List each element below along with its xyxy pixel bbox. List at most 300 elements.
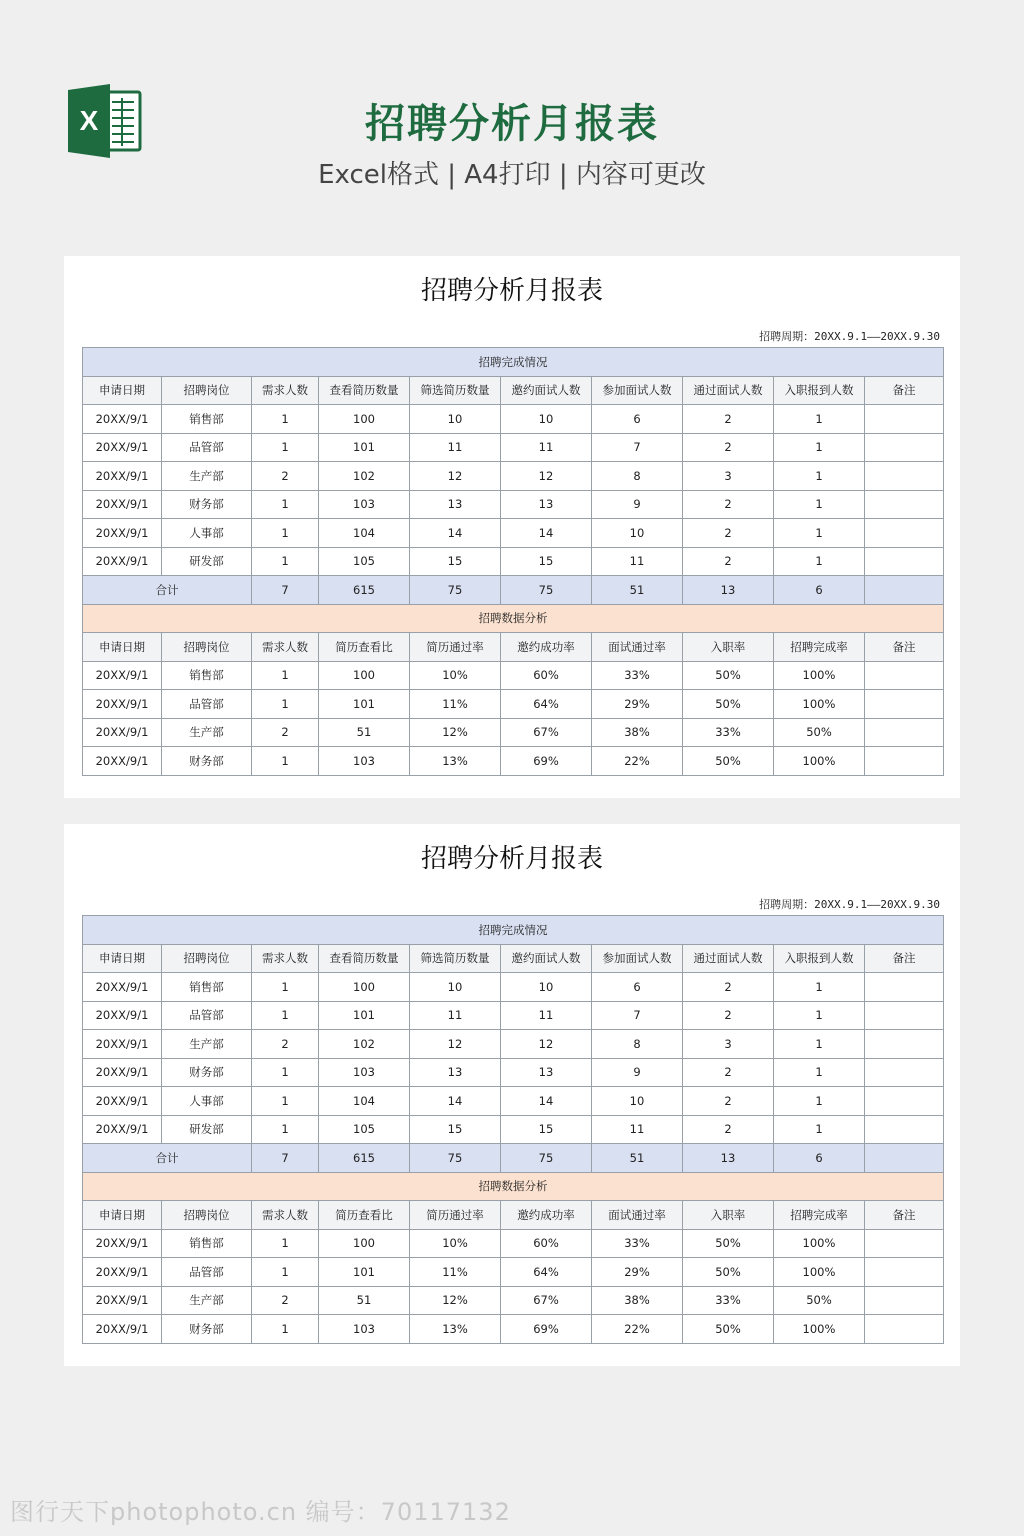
section-title-row [83,1172,944,1201]
table-cell: 1 [252,1058,319,1087]
total-cell: 75 [410,1144,501,1173]
column-header: 面试通过率 [592,633,683,662]
table-cell: 2 [683,1001,774,1030]
table-cell: 104 [319,519,410,548]
table-row [83,1001,944,1030]
column-header: 备注 [865,944,944,973]
column-header: 参加面试人数 [592,376,683,405]
column-header: 筛选简历数量 [410,944,501,973]
table-cell [865,1087,944,1116]
table-cell: 2 [683,1058,774,1087]
table-cell [865,1229,944,1258]
table-cell: 11 [410,433,501,462]
table-cell: 105 [319,1115,410,1144]
table-cell: 22% [592,747,683,776]
table-cell: 9 [592,490,683,519]
recruitment-table [82,347,944,776]
table-cell: 12% [410,1286,501,1315]
table-row [83,405,944,434]
column-header: 备注 [865,376,944,405]
table-cell: 33% [592,1229,683,1258]
table-cell: 品管部 [162,1001,252,1030]
table-cell: 1 [252,690,319,719]
column-header: 参加面试人数 [592,944,683,973]
table-cell: 14 [501,1087,592,1116]
table-cell: 1 [252,433,319,462]
column-header: 需求人数 [252,944,319,973]
table-cell: 104 [319,1087,410,1116]
total-row [83,1144,944,1173]
table-cell: 20XX/9/1 [83,1030,162,1059]
table-cell: 10 [501,973,592,1002]
section-title-row [83,348,944,377]
column-header: 备注 [865,633,944,662]
table-cell: 11 [501,433,592,462]
recruitment-period: 招聘周期：20XX.9.1——20XX.9.30 [759,898,940,911]
sheet-preview-1 [64,256,960,798]
table-cell: 品管部 [162,690,252,719]
table-cell: 69% [501,747,592,776]
table-cell: 2 [683,519,774,548]
table-cell [865,1058,944,1087]
column-header: 简历通过率 [410,1201,501,1230]
table-cell: 67% [501,718,592,747]
table-cell: 101 [319,1258,410,1287]
column-header: 招聘岗位 [162,633,252,662]
table-cell [865,433,944,462]
section-title-row [83,916,944,945]
table-cell: 10 [410,405,501,434]
table-cell: 20XX/9/1 [83,490,162,519]
table-row [83,690,944,719]
table-cell: 1 [774,433,865,462]
table-cell: 12 [501,1030,592,1059]
total-cell: 75 [410,576,501,605]
table-cell: 15 [410,1115,501,1144]
table-cell: 2 [683,547,774,576]
table-cell: 12 [410,1030,501,1059]
column-header: 简历查看比 [319,1201,410,1230]
table-cell: 人事部 [162,1087,252,1116]
table-cell: 6 [592,973,683,1002]
column-header: 查看简历数量 [319,944,410,973]
table-cell [865,1030,944,1059]
table-cell: 1 [774,1087,865,1116]
table-cell [865,1115,944,1144]
table-cell: 1 [774,547,865,576]
table-cell: 2 [683,433,774,462]
section-title-row [83,604,944,633]
table-cell: 100% [774,661,865,690]
table-cell: 11% [410,690,501,719]
table-cell: 20XX/9/1 [83,1001,162,1030]
table-cell: 14 [410,519,501,548]
banner-title: 招聘分析月报表 [365,101,659,147]
table-cell [865,718,944,747]
total-row [83,576,944,605]
table-cell: 2 [252,462,319,491]
table-cell: 品管部 [162,1258,252,1287]
table-cell: 2 [252,1030,319,1059]
total-cell: 615 [319,1144,410,1173]
column-header: 招聘完成率 [774,1201,865,1230]
table-cell: 6 [592,405,683,434]
column-header: 入职报到人数 [774,944,865,973]
table-cell: 51 [319,718,410,747]
table-cell: 2 [683,973,774,1002]
table-cell: 69% [501,1315,592,1344]
banner [0,0,1024,230]
table-cell: 13 [410,490,501,519]
table-cell: 60% [501,1229,592,1258]
table-cell: 3 [683,1030,774,1059]
table-cell: 1 [252,661,319,690]
table-cell: 20XX/9/1 [83,433,162,462]
table-cell: 20XX/9/1 [83,690,162,719]
column-header: 申请日期 [83,944,162,973]
table-cell: 50% [683,747,774,776]
table-cell: 财务部 [162,1315,252,1344]
table-cell: 103 [319,490,410,519]
table-cell: 9 [592,1058,683,1087]
column-header: 需求人数 [252,633,319,662]
table-cell: 生产部 [162,1286,252,1315]
table-cell: 10% [410,661,501,690]
column-header: 简历查看比 [319,633,410,662]
total-cell: 13 [683,1144,774,1173]
total-label: 合计 [83,1144,252,1173]
column-header: 入职报到人数 [774,376,865,405]
table-cell: 1 [252,490,319,519]
table-cell: 财务部 [162,490,252,519]
table-row [83,519,944,548]
table-cell: 10 [592,519,683,548]
table-cell [865,1315,944,1344]
table-cell: 销售部 [162,405,252,434]
table-cell: 64% [501,1258,592,1287]
table-cell: 64% [501,690,592,719]
table-cell: 14 [410,1087,501,1116]
table-cell: 11 [592,1115,683,1144]
table-cell: 101 [319,690,410,719]
table-row [83,1115,944,1144]
table-cell: 50% [774,718,865,747]
table-cell: 102 [319,1030,410,1059]
table-cell: 1 [252,405,319,434]
sheet-title: 招聘分析月报表 [420,276,603,306]
table-cell: 50% [774,1286,865,1315]
column-header: 招聘岗位 [162,944,252,973]
table-cell [865,973,944,1002]
header-row [83,944,944,973]
table-cell: 103 [319,747,410,776]
table-cell: 38% [592,1286,683,1315]
table-row [83,462,944,491]
column-header: 筛选简历数量 [410,376,501,405]
table-cell: 3 [683,462,774,491]
column-header: 通过面试人数 [683,944,774,973]
table-cell [865,405,944,434]
svg-text:X: X [79,105,99,136]
table-cell [865,462,944,491]
table-row [83,1258,944,1287]
table-cell: 50% [683,690,774,719]
table-row [83,1087,944,1116]
table-cell [865,1286,944,1315]
column-header: 申请日期 [83,1201,162,1230]
total-cell: 6 [774,1144,865,1173]
table-cell: 100% [774,747,865,776]
table-cell: 8 [592,462,683,491]
table-cell: 50% [683,1315,774,1344]
table-cell [865,1001,944,1030]
table-cell: 1 [252,1229,319,1258]
table-cell: 12 [410,462,501,491]
table-cell: 20XX/9/1 [83,1229,162,1258]
table-row [83,433,944,462]
table-cell: 13 [410,1058,501,1087]
table-cell: 20XX/9/1 [83,1087,162,1116]
column-header: 入职率 [683,633,774,662]
table-cell: 29% [592,1258,683,1287]
table-cell [865,547,944,576]
table-cell: 20XX/9/1 [83,718,162,747]
table-cell: 15 [501,1115,592,1144]
table-cell: 品管部 [162,433,252,462]
sheet-title: 招聘分析月报表 [420,844,603,874]
table-cell: 1 [252,519,319,548]
table-cell: 100% [774,1258,865,1287]
table-cell: 2 [252,718,319,747]
table-cell: 7 [592,433,683,462]
table-cell: 33% [683,718,774,747]
table-cell: 2 [683,1115,774,1144]
table-cell [865,690,944,719]
table-cell: 50% [683,1258,774,1287]
total-cell: 615 [319,576,410,605]
table-cell: 销售部 [162,1229,252,1258]
column-header: 面试通过率 [592,1201,683,1230]
table-cell [865,519,944,548]
table-cell: 10 [410,973,501,1002]
table-cell: 生产部 [162,462,252,491]
table-cell: 15 [501,547,592,576]
table-cell: 1 [774,1058,865,1087]
total-cell [865,576,944,605]
table-cell: 研发部 [162,547,252,576]
table-cell: 生产部 [162,1030,252,1059]
table-cell: 1 [774,1030,865,1059]
table-row [83,1229,944,1258]
table-cell: 101 [319,433,410,462]
column-header: 入职率 [683,1201,774,1230]
table-cell: 29% [592,690,683,719]
table-cell: 1 [774,973,865,1002]
table-cell: 1 [774,490,865,519]
recruitment-table [82,915,944,1344]
table-cell: 103 [319,1315,410,1344]
column-header: 通过面试人数 [683,376,774,405]
table-cell: 38% [592,718,683,747]
table-cell: 22% [592,1315,683,1344]
table-cell: 50% [683,1229,774,1258]
section-title: 招聘完成情况 [83,348,944,377]
table-cell: 1 [774,405,865,434]
table-row [83,1030,944,1059]
table-cell: 销售部 [162,661,252,690]
table-cell: 20XX/9/1 [83,1058,162,1087]
table-cell: 11 [592,547,683,576]
banner-subtitle: Excel格式 | A4打印 | 内容可更改 [318,160,706,190]
table-row [83,1315,944,1344]
table-cell: 20XX/9/1 [83,661,162,690]
table-row [83,661,944,690]
table-row [83,718,944,747]
table-cell [865,661,944,690]
total-label: 合计 [83,576,252,605]
table-cell: 1 [252,1115,319,1144]
total-cell: 75 [501,1144,592,1173]
table-cell: 13 [501,1058,592,1087]
table-cell: 20XX/9/1 [83,1286,162,1315]
table-cell: 100 [319,973,410,1002]
table-cell: 生产部 [162,718,252,747]
total-cell: 6 [774,576,865,605]
table-cell [865,1258,944,1287]
table-cell: 1 [252,1087,319,1116]
recruitment-period: 招聘周期：20XX.9.1——20XX.9.30 [759,330,940,343]
table-cell: 100 [319,661,410,690]
column-header: 招聘完成率 [774,633,865,662]
table-cell: 101 [319,1001,410,1030]
table-cell: 11 [410,1001,501,1030]
table-cell: 100 [319,1229,410,1258]
table-cell: 100 [319,405,410,434]
table-row [83,490,944,519]
table-cell: 11 [501,1001,592,1030]
column-header: 申请日期 [83,376,162,405]
total-cell: 7 [252,576,319,605]
table-cell: 财务部 [162,747,252,776]
table-cell: 13 [501,490,592,519]
table-row [83,973,944,1002]
table-cell: 51 [319,1286,410,1315]
table-row [83,1058,944,1087]
table-cell: 20XX/9/1 [83,547,162,576]
total-cell: 51 [592,576,683,605]
table-cell: 销售部 [162,973,252,1002]
table-cell: 10% [410,1229,501,1258]
table-cell: 12 [501,462,592,491]
table-cell: 20XX/9/1 [83,747,162,776]
table-cell: 67% [501,1286,592,1315]
table-cell: 105 [319,547,410,576]
header-row [83,633,944,662]
column-header: 邀约面试人数 [501,944,592,973]
table-cell: 20XX/9/1 [83,405,162,434]
table-cell: 研发部 [162,1115,252,1144]
table-cell: 103 [319,1058,410,1087]
table-cell: 100% [774,690,865,719]
table-cell: 13% [410,1315,501,1344]
table-cell: 1 [252,1258,319,1287]
table-cell: 20XX/9/1 [83,1115,162,1144]
table-cell: 1 [774,519,865,548]
sheet-preview-2 [64,824,960,1366]
table-cell: 10 [592,1087,683,1116]
table-cell: 1 [774,462,865,491]
column-header: 招聘岗位 [162,376,252,405]
section-title: 招聘数据分析 [83,1172,944,1201]
column-header: 邀约成功率 [501,633,592,662]
table-cell: 33% [683,1286,774,1315]
table-cell: 8 [592,1030,683,1059]
header-row [83,1201,944,1230]
table-cell: 2 [683,490,774,519]
table-cell: 1 [252,1315,319,1344]
table-cell: 2 [683,405,774,434]
table-cell: 14 [501,519,592,548]
column-header: 需求人数 [252,376,319,405]
table-cell: 7 [592,1001,683,1030]
table-cell: 12% [410,718,501,747]
table-cell [865,747,944,776]
table-cell: 1 [252,973,319,1002]
table-cell: 102 [319,462,410,491]
watermark-text: 图行天下photophoto.cn 编号：70117132 [10,1498,511,1526]
table-cell: 10 [501,405,592,434]
table-cell: 60% [501,661,592,690]
table-cell: 1 [252,1001,319,1030]
table-cell: 20XX/9/1 [83,1258,162,1287]
table-cell: 20XX/9/1 [83,1315,162,1344]
total-cell: 51 [592,1144,683,1173]
table-cell: 15 [410,547,501,576]
table-cell: 2 [683,1087,774,1116]
column-header: 申请日期 [83,633,162,662]
section-title: 招聘完成情况 [83,916,944,945]
column-header: 邀约成功率 [501,1201,592,1230]
table-cell: 2 [252,1286,319,1315]
table-cell: 13% [410,747,501,776]
column-header: 邀约面试人数 [501,376,592,405]
table-cell: 20XX/9/1 [83,519,162,548]
table-cell: 财务部 [162,1058,252,1087]
table-row [83,747,944,776]
column-header: 备注 [865,1201,944,1230]
table-cell: 33% [592,661,683,690]
table-cell: 50% [683,661,774,690]
table-cell: 1 [774,1115,865,1144]
table-cell [865,490,944,519]
column-header: 需求人数 [252,1201,319,1230]
table-cell: 1 [252,747,319,776]
table-cell: 11% [410,1258,501,1287]
table-cell: 100% [774,1229,865,1258]
total-cell: 13 [683,576,774,605]
column-header: 查看简历数量 [319,376,410,405]
table-cell: 1 [252,547,319,576]
table-cell: 1 [774,1001,865,1030]
total-cell: 75 [501,576,592,605]
section-title: 招聘数据分析 [83,604,944,633]
header-row [83,376,944,405]
table-cell: 人事部 [162,519,252,548]
total-cell: 7 [252,1144,319,1173]
column-header: 招聘岗位 [162,1201,252,1230]
table-cell: 20XX/9/1 [83,973,162,1002]
column-header: 简历通过率 [410,633,501,662]
